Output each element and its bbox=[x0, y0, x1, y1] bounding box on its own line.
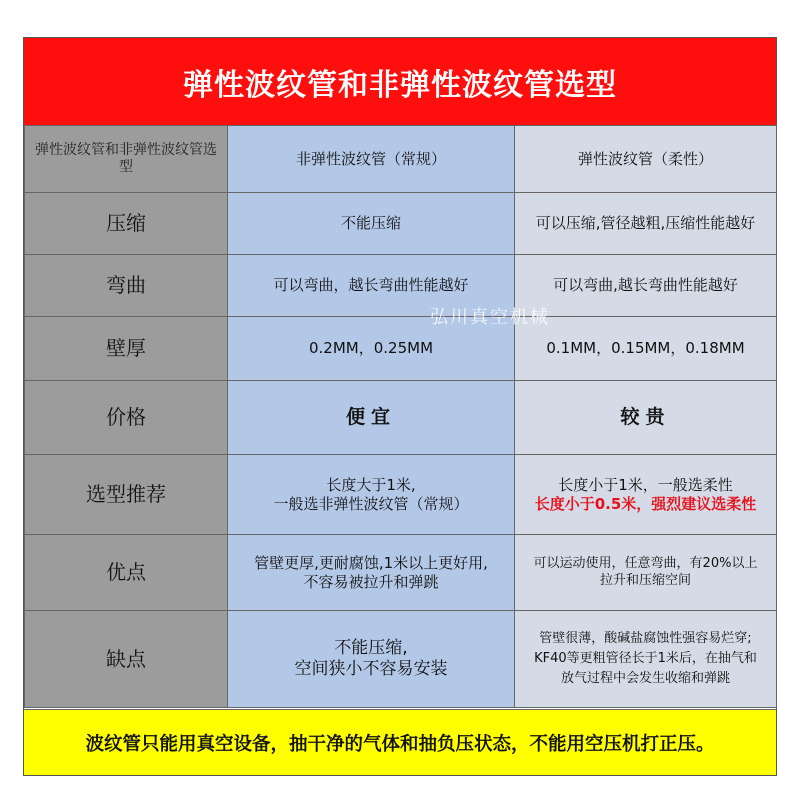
rigid-disadvantages-line: 空间狭小不容易安装 bbox=[294, 659, 448, 679]
table-header-row bbox=[25, 126, 777, 193]
page-title: 弹性波纹管和非弹性波纹管选型 bbox=[24, 38, 776, 126]
flexible-recommendation bbox=[515, 455, 777, 535]
flexible-advantages bbox=[515, 535, 777, 611]
flexible-disadvantages-line: 放气过程中会发生收缩和弹跳 bbox=[560, 671, 730, 687]
header-cell-flexible: 弹性波纹管（柔性） bbox=[515, 126, 777, 193]
flexible-compression: 可以压缩,管径越粗,压缩性能越好 bbox=[515, 193, 777, 255]
table-row bbox=[25, 535, 777, 611]
row-label-compression: 压缩 bbox=[25, 193, 228, 255]
table-row bbox=[25, 455, 777, 535]
table-row bbox=[25, 193, 777, 255]
flexible-advantages-line: 可以运动使用，任意弯曲，有20%以上 bbox=[533, 556, 758, 572]
row-label-wall-thickness: 壁厚 bbox=[25, 317, 228, 381]
rigid-advantages-line: 管壁更厚,更耐腐蚀,1米以上更好用, bbox=[254, 553, 488, 572]
flexible-wall-thickness: 0.1MM，0.15MM，0.18MM bbox=[515, 317, 777, 381]
table-row bbox=[25, 611, 777, 708]
flexible-recommendation-highlight: 长度小于0.5米，强烈建议选柔性 bbox=[534, 494, 757, 513]
row-label-advantages: 优点 bbox=[25, 535, 228, 611]
rigid-price: 便宜 bbox=[228, 381, 515, 455]
watermark: 弘川真空机械 bbox=[430, 307, 550, 328]
footer-note: 波纹管只能用真空设备，抽干净的气体和抽负压状态，不能用空压机打正压。 bbox=[24, 709, 776, 775]
table-row bbox=[25, 317, 777, 381]
rigid-disadvantages-line: 不能压缩, bbox=[334, 637, 408, 658]
flexible-disadvantages-line: KF40等更粗管径长于1米后，在抽气和 bbox=[534, 650, 757, 666]
flexible-bending: 可以弯曲,越长弯曲性能越好 bbox=[515, 255, 777, 317]
rigid-compression: 不能压缩 bbox=[228, 193, 515, 255]
row-label-bending: 弯曲 bbox=[25, 255, 228, 317]
rigid-recommendation bbox=[228, 455, 515, 535]
rigid-wall-thickness: 0.2MM，0.25MM bbox=[228, 317, 515, 381]
rigid-bending: 可以弯曲，越长弯曲性能越好 bbox=[228, 255, 515, 317]
rigid-recommendation-line: 一般选非弹性波纹管（常规） bbox=[273, 494, 469, 513]
rigid-disadvantages bbox=[228, 611, 515, 708]
flexible-price: 较贵 bbox=[515, 381, 777, 455]
row-label-recommendation: 选型推荐 bbox=[25, 455, 228, 535]
flexible-disadvantages-line: 管壁很薄，酸碱盐腐蚀性强容易烂穿; bbox=[539, 630, 752, 646]
flexible-recommendation-line: 长度小于1米，一般选柔性 bbox=[558, 475, 733, 494]
flexible-advantages-line: 拉升和压缩空间 bbox=[599, 572, 691, 588]
table-row bbox=[25, 255, 777, 317]
comparison-panel bbox=[23, 37, 777, 776]
rigid-advantages bbox=[228, 535, 515, 611]
header-cell-rigid: 非弹性波纹管（常规） bbox=[228, 126, 515, 193]
table-row bbox=[25, 381, 777, 455]
row-label-price: 价格 bbox=[25, 381, 228, 455]
comparison-table bbox=[24, 125, 777, 708]
rigid-recommendation-line: 长度大于1米, bbox=[326, 475, 416, 494]
rigid-advantages-line: 不容易被拉升和弹跳 bbox=[303, 572, 439, 591]
header-cell-label: 弹性波纹管和非弹性波纹管选型 bbox=[25, 126, 228, 193]
row-label-disadvantages: 缺点 bbox=[25, 611, 228, 708]
flexible-disadvantages bbox=[515, 611, 777, 708]
